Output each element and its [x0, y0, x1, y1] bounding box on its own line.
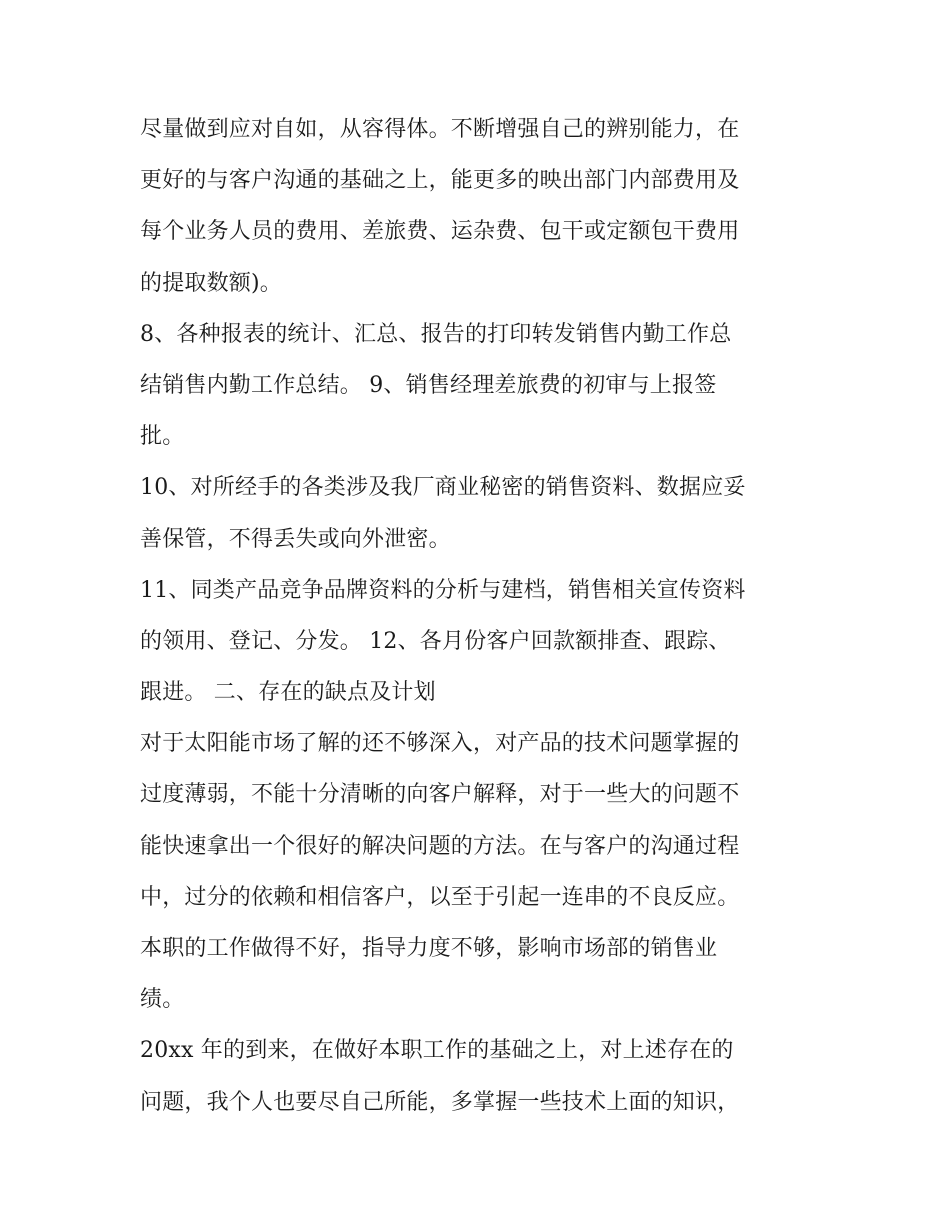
text-line-20: 问题，我个人也要尽自己所能，多掌握一些技术上面的知识，: [140, 1089, 740, 1115]
body-text: [140, 104, 812, 1128]
text-line-7: 批。: [140, 424, 185, 450]
text-line-13: 对于太阳能市场了解的还不够深入，对产品的技术问题掌握的: [140, 731, 740, 757]
text-line-2: 更好的与客户沟通的基础之上，能更多的映出部门内部费用及: [140, 168, 740, 194]
text-line-6: 结销售内勤工作总结。 9、销售经理差旅费的初审与上报签: [140, 372, 717, 398]
text-line-1: 尽量做到应对自如，从容得体。不断增强自己的辨别能力，在: [140, 117, 740, 142]
text-line-11: 的领用、登记、分发。 12、各月份客户回款额排查、跟踪、: [140, 628, 731, 654]
text-line-18: 绩。: [140, 987, 185, 1013]
text-line-4: 的提取数额)。: [140, 270, 282, 296]
text-line-19: 20xx 年的到来，在做好本职工作的基础之上，对上述存在的: [140, 1038, 734, 1064]
text-line-8: 10、对所经手的各类涉及我厂商业秘密的销售资料、数据应妥: [140, 475, 746, 501]
text-line-9: 善保管，不得丢失或向外泄密。: [140, 526, 451, 552]
text-line-10: 11、同类产品竞争品牌资料的分析与建档，销售相关宣传资料: [140, 577, 746, 603]
text-line-15: 能快速拿出一个很好的解决问题的方法。在与客户的沟通过程: [140, 833, 740, 859]
text-line-5: 8、各种报表的统计、汇总、报告的打印转发销售内勤工作总: [140, 321, 732, 347]
text-line-14: 过度薄弱，不能十分清晰的向客户解释，对于一些大的问题不: [140, 782, 740, 808]
text-line-16: 中，过分的依赖和相信客户，以至于引起一连串的不良反应。: [140, 884, 740, 910]
text-line-12: 跟进。 二、存在的缺点及计划: [140, 680, 436, 706]
text-line-17: 本职的工作做得不好，指导力度不够，影响市场部的销售业: [140, 936, 718, 961]
text-line-3: 每个业务人员的费用、差旅费、运杂费、包干或定额包干费用: [140, 219, 740, 245]
